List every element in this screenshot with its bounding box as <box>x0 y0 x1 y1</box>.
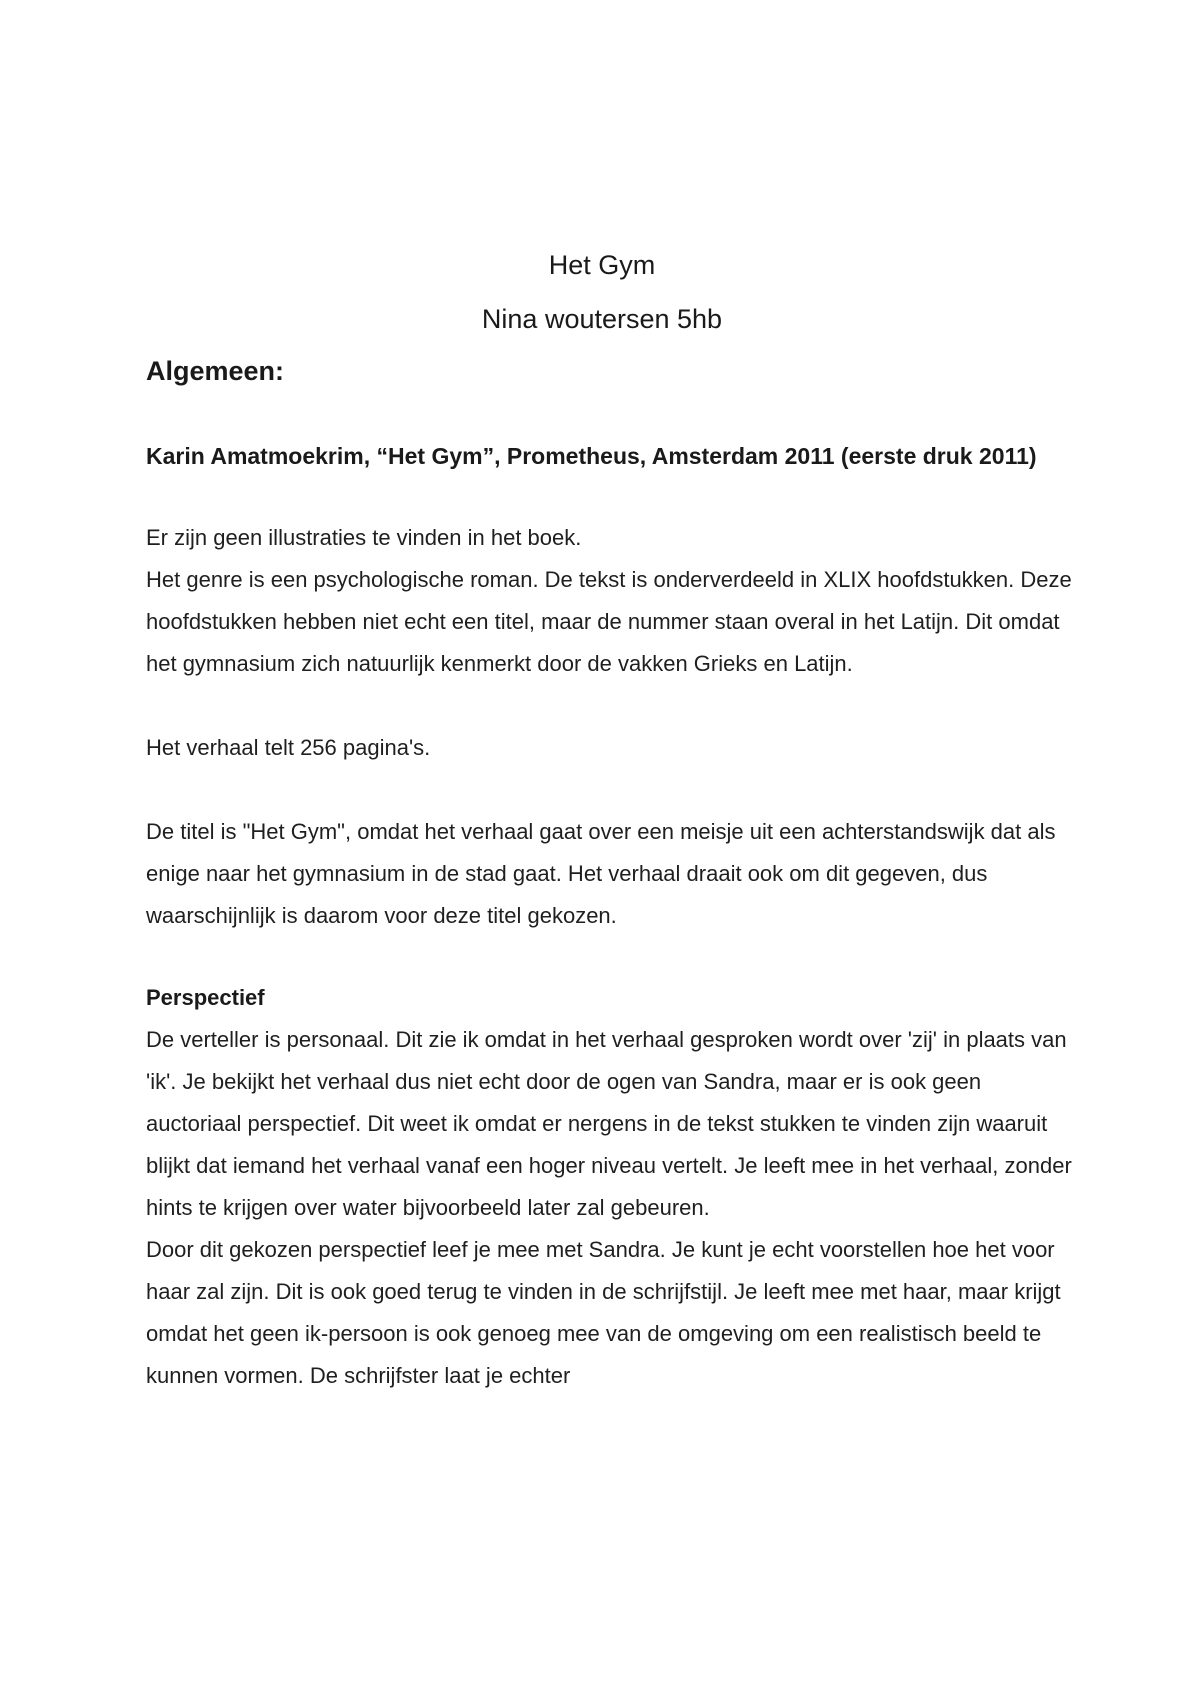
paragraph-genre: Het genre is een psychologische roman. De tekst is onderverdeeld in XLIX hoofdstukken. Deze hoofdstukken hebben niet echt een titel, maar de nummer staan overal in het Latijn. Dit omdat het gymnasium zich natuurlijk kenmerkt door de vakken Grieks en Latijn. <box>146 567 1072 676</box>
document-body <box>146 245 1076 1397</box>
book-citation: Karin Amatmoekrim, “Het Gym”, Prometheus, Amsterdam 2011 (eerste druk 2011) <box>146 443 1037 469</box>
paragraph-perspective-1: De verteller is personaal. Dit zie ik omdat in het verhaal gesproken wordt over 'zij' in plaats van 'ik'. Je bekijkt het verhaal dus niet echt door de ogen van Sandra, maar er is ook geen auctoriaal perspectief. Dit weet ik omdat er nergens in de tekst stukken te vinden zijn waaruit blijkt dat iemand het verhaal vanaf een hoger niveau vertelt. Je leeft mee in het verhaal, zonder hints te krijgen over water bijvoorbeeld later zal gebeuren. <box>146 1027 1072 1220</box>
section-heading-algemeen: Algemeen: <box>146 356 285 386</box>
paragraph-pages: Het verhaal telt 256 pagina's. <box>146 735 431 760</box>
paragraph-illustrations: Er zijn geen illustraties te vinden in het boek. <box>146 525 582 550</box>
paragraph-title-explanation: De titel is "Het Gym", omdat het verhaal gaat over een meisje uit een achterstandswijk dat als enige naar het gymnasium in de stad gaat. Het verhaal draait ook om dit gegeven, dus waarschijnlijk is daarom voor deze titel gekozen. <box>146 819 1056 928</box>
document-subtitle: Nina woutersen 5hb <box>481 304 723 334</box>
section-heading-perspectief: Perspectief <box>146 985 265 1010</box>
document-title: Het Gym <box>548 250 656 280</box>
paragraph-perspective-2: Door dit gekozen perspectief leef je mee met Sandra. Je kunt je echt voorstellen hoe het voor haar zal zijn. Dit is ook goed terug te vinden in de schrijfstijl. Je leeft mee met haar, maar krijgt omdat het geen ik-persoon is ook genoeg mee van de omgeving om een realistisch beeld te kunnen vormen. De schrijfster laat je echter <box>146 1237 1061 1388</box>
